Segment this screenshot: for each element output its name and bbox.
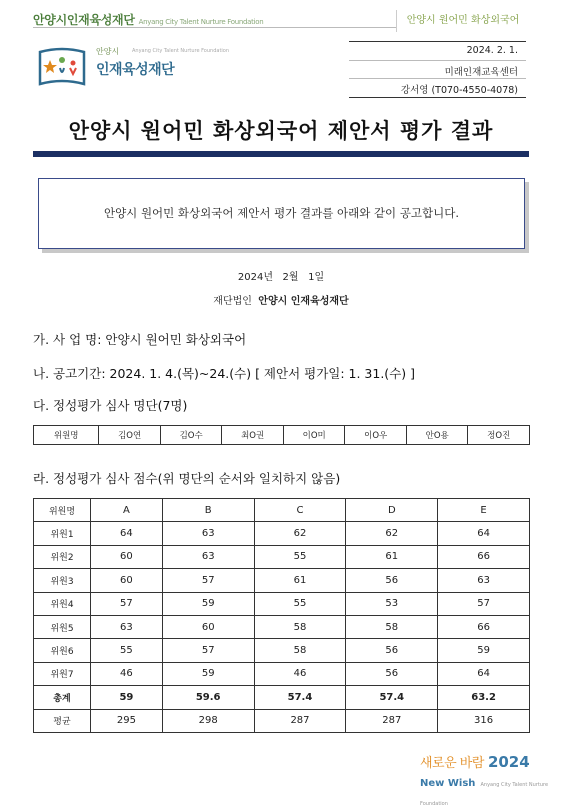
issuer-name: 안양시 인재육성재단 [258, 296, 349, 307]
score-header: 위원명 [34, 499, 91, 522]
score-cell: 63 [162, 545, 254, 568]
score-cell: 63 [91, 615, 163, 638]
title-underline [33, 151, 529, 157]
score-cell: 64 [438, 522, 530, 545]
item-scores-heading: 라. 정성평가 심사 점수(위 명단의 순서와 일치하지 않음) [33, 471, 341, 486]
committee-member: 이O우 [345, 426, 407, 445]
header-logo-ko: 안양시인재육성재단 [33, 13, 135, 27]
header-logo-en: Anyang City Talent Nurture Foundation [138, 18, 264, 26]
committee-member: 이O미 [283, 426, 345, 445]
issuer-prefix: 재단법인 [213, 296, 252, 307]
score-total-row [34, 686, 530, 709]
score-cell: 57 [162, 639, 254, 662]
score-row [34, 662, 530, 685]
score-cell: 60 [91, 569, 163, 592]
score-row [34, 522, 530, 545]
score-cell: 64 [91, 522, 163, 545]
footer-slogan: 새로운 바람 [420, 756, 484, 771]
header-logo [33, 11, 263, 28]
score-cell: 62 [346, 522, 438, 545]
score-cell: 55 [254, 592, 346, 615]
score-cell: 63.2 [438, 686, 530, 709]
header-divider [33, 27, 396, 28]
score-row-label: 총계 [34, 686, 91, 709]
score-cell: 59 [438, 639, 530, 662]
score-header: C [254, 499, 346, 522]
page-title: 안양시 원어민 화상외국어 제안서 평가 결과 [68, 119, 494, 143]
footer-brand [420, 752, 562, 809]
announcement-date: 2024년 2월 1일 [237, 272, 325, 283]
score-cell: 287 [346, 709, 438, 732]
score-cell: 64 [438, 662, 530, 685]
footer-en: New Wish [420, 778, 476, 789]
score-cell: 55 [91, 639, 163, 662]
score-cell: 66 [438, 615, 530, 638]
score-row-label: 평균 [34, 709, 91, 732]
score-cell: 55 [254, 545, 346, 568]
score-header: A [91, 499, 163, 522]
score-header: E [438, 499, 530, 522]
meta-center: 미래인재교육센터 [444, 67, 518, 78]
committee-member: 김O연 [99, 426, 161, 445]
score-cell: 56 [346, 569, 438, 592]
footer-en-sub: Anyang City Talent Nurture Foundation [420, 782, 549, 807]
score-cell: 53 [346, 592, 438, 615]
score-cell: 298 [162, 709, 254, 732]
score-cell: 59.6 [162, 686, 254, 709]
score-row-label: 위원1 [34, 522, 91, 545]
foundation-name [96, 46, 230, 79]
meta-contact: 강서영 (T070-4550-4078) [400, 85, 518, 96]
item-business-name: 가. 사 업 명: 안양시 원어민 화상외국어 [33, 332, 247, 347]
foundation-emblem-icon [36, 46, 88, 88]
score-cell: 59 [91, 686, 163, 709]
score-cell: 57 [438, 592, 530, 615]
meta-top-rule [349, 41, 526, 42]
score-row-label: 위원2 [34, 545, 91, 568]
footer-year: 2024 [487, 753, 530, 771]
score-cell: 60 [91, 545, 163, 568]
score-cell: 56 [346, 639, 438, 662]
score-cell: 295 [91, 709, 163, 732]
score-row-label: 위원4 [34, 592, 91, 615]
score-cell: 61 [346, 545, 438, 568]
foundation-name-en: Anyang City Talent Nurture Foundation [132, 48, 230, 54]
header-department: 안양시 원어민 화상외국어 [396, 10, 529, 32]
meta-date: 2024. 2. 1. [466, 45, 518, 56]
score-header-row [34, 499, 530, 522]
score-cell: 63 [438, 569, 530, 592]
score-average-row [34, 709, 530, 732]
meta-bottom-rule [349, 97, 526, 98]
score-row [34, 592, 530, 615]
committee-label: 위원명 [34, 426, 99, 445]
score-body [34, 522, 530, 733]
meta-divider [349, 60, 526, 61]
committee-member: 정O진 [468, 426, 530, 445]
score-cell: 59 [162, 662, 254, 685]
score-cell: 61 [254, 569, 346, 592]
score-cell: 57.4 [346, 686, 438, 709]
committee-member: 김O수 [160, 426, 222, 445]
score-cell: 316 [438, 709, 530, 732]
score-cell: 58 [254, 615, 346, 638]
score-header: D [346, 499, 438, 522]
score-cell: 59 [162, 592, 254, 615]
committee-row [34, 426, 530, 445]
score-cell: 287 [254, 709, 346, 732]
score-cell: 57.4 [254, 686, 346, 709]
score-cell: 46 [91, 662, 163, 685]
score-table [33, 498, 530, 733]
committee-table [33, 425, 530, 445]
score-row [34, 569, 530, 592]
committee-member: 최O권 [222, 426, 284, 445]
score-header: B [162, 499, 254, 522]
foundation-name-ko: 인재육성재단 [96, 62, 175, 78]
foundation-city: 안양시 [96, 47, 120, 56]
score-cell: 57 [162, 569, 254, 592]
score-row [34, 639, 530, 662]
score-cell: 58 [346, 615, 438, 638]
score-row-label: 위원6 [34, 639, 91, 662]
notice-text: 안양시 원어민 화상외국어 제안서 평가 결과를 아래와 같이 공고합니다. [103, 206, 460, 220]
score-cell: 58 [254, 639, 346, 662]
item-committee-heading: 다. 정성평가 심사 명단(7명) [33, 398, 188, 413]
score-row-label: 위원7 [34, 662, 91, 685]
score-row-label: 위원3 [34, 569, 91, 592]
item-announcement-period: 나. 공고기간: 2024. 1. 4.(목)~24.(수) [ 제안서 평가일: 1. 31.(수) ] [33, 366, 415, 381]
issuer [0, 292, 562, 307]
score-row [34, 615, 530, 638]
committee-member: 안O용 [406, 426, 468, 445]
meta-divider [349, 78, 526, 79]
score-cell: 56 [346, 662, 438, 685]
score-cell: 57 [91, 592, 163, 615]
score-cell: 62 [254, 522, 346, 545]
score-cell: 60 [162, 615, 254, 638]
score-row [34, 545, 530, 568]
score-cell: 63 [162, 522, 254, 545]
score-row-label: 위원5 [34, 615, 91, 638]
score-cell: 46 [254, 662, 346, 685]
score-cell: 66 [438, 545, 530, 568]
